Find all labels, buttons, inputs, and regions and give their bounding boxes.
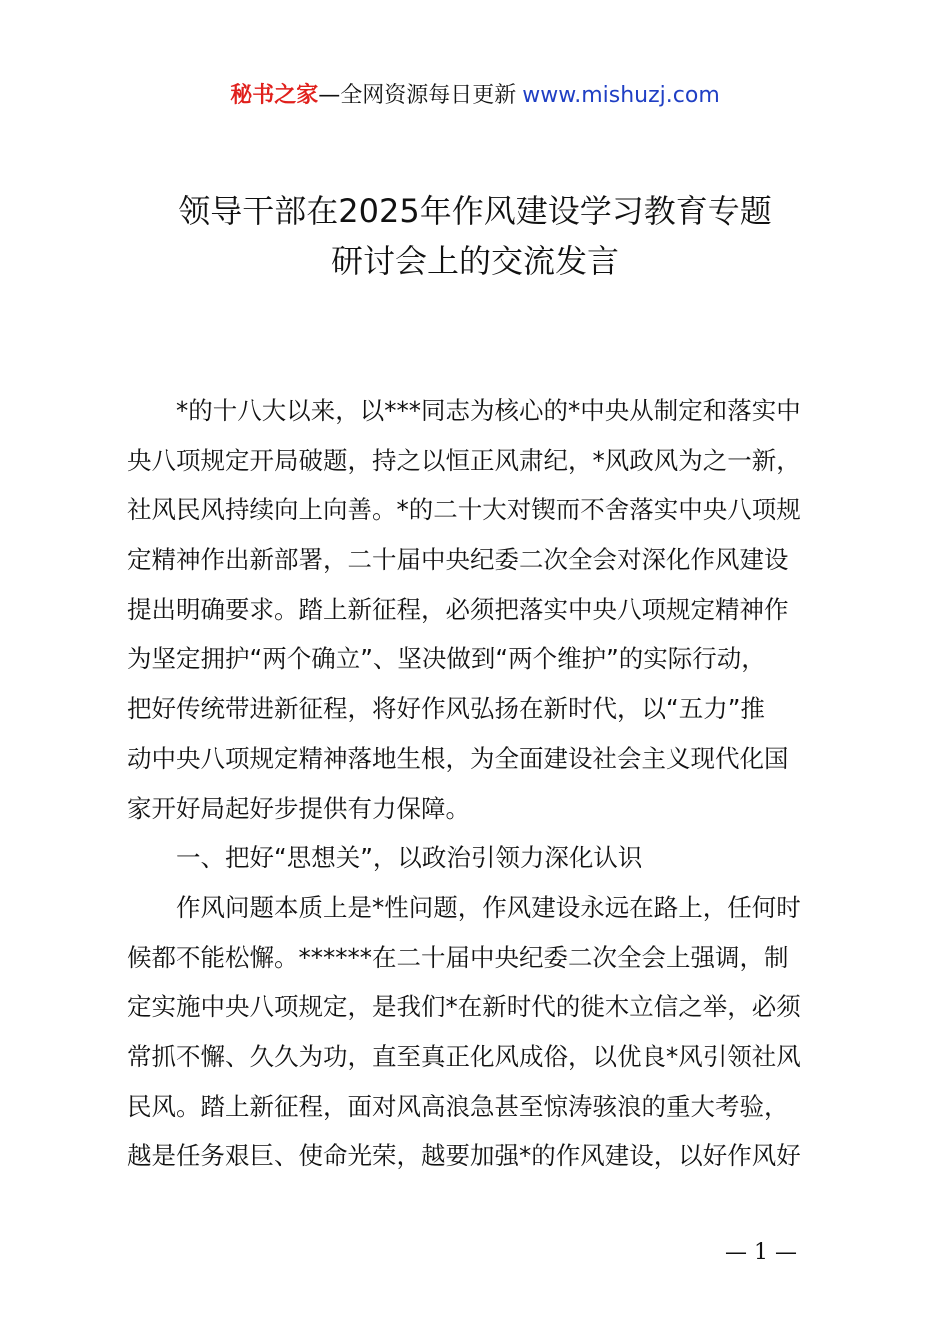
body-line: 为坚定拥护“两个确立”、坚决做到“两个维护”的实际行动， [127,644,766,674]
title-line-1: 领导干部在2025年作风建设学习教育专题 [178,192,772,230]
page-number: — 1 — [725,1240,797,1265]
body-line: 民风。踏上新征程，面对风高浪急甚至惊涛骇浪的重大考验， [127,1091,789,1121]
body-line: 定精神作出新部署，二十届中央纪委二次全会对深化作风建设 [127,545,789,575]
title-line-2: 研讨会上的交流发言 [330,242,619,280]
body-line: 定实施中央八项规定，是我们*在新时代的徙木立信之举，必须 [127,992,801,1022]
body-line: 提出明确要求。踏上新征程，必须把落实中央八项规定精神作 [127,594,789,624]
brand-name: 秘书之家 [230,83,319,108]
document-title [0,186,950,286]
body-line: 央八项规定开局破题，持之以恒正风肃纪，*风政风为之一新， [127,445,801,475]
body-line: *的十八大以来，以***同志为核心的*中央从制定和落实中 [176,396,801,425]
body-line: 作风问题本质上是*性问题，作风建设永远在路上，任何时 [176,892,801,922]
site-header [0,82,950,110]
body-line: 越是任务艰巨、使命光荣，越要加强*的作风建设，以好作风好 [127,1141,801,1171]
body-line: 社风民风持续向上向善。*的二十大对锲而不舍落实中央八项规 [127,495,801,525]
document-body [127,386,833,1181]
site-url-link[interactable]: www.mishuzj.com [522,83,720,108]
body-line: 动中央八项规定精神落地生根，为全面建设社会主义现代化国 [127,743,789,773]
section-heading: 一、把好“思想关”，以政治引领力深化认识 [176,843,643,873]
body-line: 家开好局起好步提供有力保障。 [127,793,470,823]
header-tagline: —全网资源每日更新 [318,83,517,108]
body-line: 常抓不懈、久久为功，直至真正化风成俗，以优良*风引领社风 [127,1041,801,1071]
body-line: 把好传统带进新征程，将好作风弘扬在新时代，以“五力”推 [127,694,765,724]
body-line: 候都不能松懈。******在二十届中央纪委二次全会上强调，制 [127,942,789,972]
